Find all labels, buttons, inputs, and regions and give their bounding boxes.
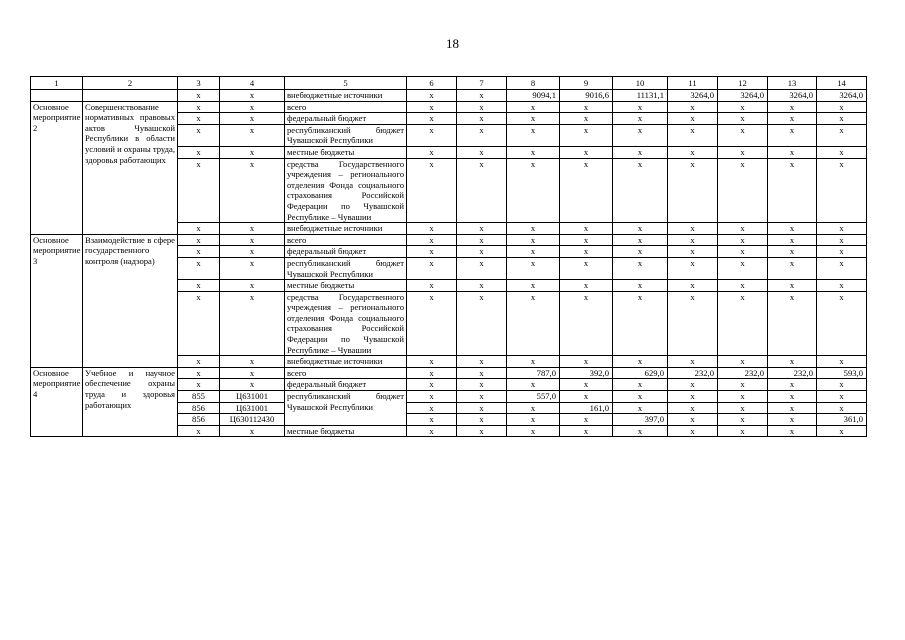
table-cell — [31, 90, 83, 102]
table-cell: Ц631001 — [220, 391, 285, 403]
table-cell: x — [613, 158, 668, 223]
table-cell: x — [718, 425, 768, 437]
table-cell: x — [457, 124, 507, 146]
table-cell: x — [407, 391, 457, 403]
table-cell: x — [560, 291, 613, 356]
table-row — [31, 101, 867, 113]
table-cell: x — [407, 158, 457, 223]
table-cell: республиканский бюджет Чувашской Республики — [285, 257, 407, 279]
table-cell: x — [668, 223, 718, 235]
table-cell: 392,0 — [560, 367, 613, 379]
table-cell: x — [507, 158, 560, 223]
table-cell: x — [668, 146, 718, 158]
table-cell: внебюджетные источники — [285, 356, 407, 368]
budget-table — [30, 76, 867, 437]
column-header: 5 — [285, 77, 407, 90]
table-cell: x — [613, 379, 668, 391]
table-cell: Основное мероприятие 4 — [31, 367, 83, 437]
table-cell: x — [817, 257, 867, 279]
table-cell: Ц631001 — [220, 402, 285, 414]
table-cell: x — [457, 246, 507, 258]
table-cell: x — [407, 402, 457, 414]
table-cell: x — [668, 291, 718, 356]
table-cell: x — [768, 291, 817, 356]
table-cell: x — [560, 234, 613, 246]
table-cell: федеральный бюджет — [285, 379, 407, 391]
table-cell: Совершенствование нормативных правовых актов Чувашской Республики в области условий и охраны труда, здоровья работающих — [83, 101, 178, 234]
table-cell: x — [407, 356, 457, 368]
table-cell: x — [220, 223, 285, 235]
table-cell: x — [220, 113, 285, 125]
table-cell: x — [220, 124, 285, 146]
table-cell: x — [718, 257, 768, 279]
table-cell: 3264,0 — [668, 90, 718, 102]
table-cell: x — [457, 257, 507, 279]
table-cell: x — [178, 223, 220, 235]
table-cell: x — [817, 379, 867, 391]
table-cell: x — [407, 257, 457, 279]
table-cell: x — [407, 425, 457, 437]
table-cell: x — [817, 402, 867, 414]
table-cell: x — [407, 367, 457, 379]
table-cell: x — [668, 101, 718, 113]
table-cell: x — [613, 257, 668, 279]
table-cell: x — [613, 402, 668, 414]
table-cell: x — [718, 146, 768, 158]
table-cell: x — [768, 356, 817, 368]
table-cell: Основное мероприятие 2 — [31, 101, 83, 234]
table-cell: x — [817, 234, 867, 246]
table-cell: 232,0 — [718, 367, 768, 379]
table-cell: 9016,6 — [560, 90, 613, 102]
table-cell: x — [718, 280, 768, 292]
table-cell: x — [668, 356, 718, 368]
column-header: 9 — [560, 77, 613, 90]
table-cell: 9094,1 — [507, 90, 560, 102]
table-cell: x — [718, 113, 768, 125]
table-cell: x — [178, 246, 220, 258]
table-cell: x — [718, 158, 768, 223]
column-header: 8 — [507, 77, 560, 90]
table-cell: x — [220, 425, 285, 437]
table-cell: местные бюджеты — [285, 425, 407, 437]
table-cell: x — [668, 246, 718, 258]
table-cell: x — [457, 101, 507, 113]
column-header: 4 — [220, 77, 285, 90]
table-cell: x — [613, 101, 668, 113]
table-cell: x — [178, 425, 220, 437]
table-cell: x — [613, 425, 668, 437]
table-cell: 856 — [178, 402, 220, 414]
table-cell: x — [768, 158, 817, 223]
column-header: 10 — [613, 77, 668, 90]
table-cell: x — [718, 246, 768, 258]
table-cell: x — [178, 234, 220, 246]
table-cell: x — [220, 356, 285, 368]
table-cell: 593,0 — [817, 367, 867, 379]
table-cell: x — [768, 425, 817, 437]
table-cell: 3264,0 — [718, 90, 768, 102]
table-cell: x — [560, 414, 613, 426]
column-header: 14 — [817, 77, 867, 90]
table-cell: x — [457, 356, 507, 368]
table-cell: x — [768, 414, 817, 426]
table-cell: x — [668, 113, 718, 125]
table-cell: 3264,0 — [817, 90, 867, 102]
table-cell: x — [407, 223, 457, 235]
page-number: 18 — [446, 36, 459, 51]
table-cell: x — [457, 425, 507, 437]
table-cell: x — [560, 101, 613, 113]
table-cell: x — [178, 257, 220, 279]
table-cell: x — [220, 257, 285, 279]
table-cell: x — [817, 146, 867, 158]
table-cell: внебюджетные источники — [285, 90, 407, 102]
table-cell: x — [560, 124, 613, 146]
table-cell: x — [613, 234, 668, 246]
table-cell: x — [457, 113, 507, 125]
table-cell: x — [178, 90, 220, 102]
table-cell: x — [718, 379, 768, 391]
table-cell: x — [457, 402, 507, 414]
table-cell: 557,0 — [507, 391, 560, 403]
table-cell: x — [220, 367, 285, 379]
table-cell: x — [507, 246, 560, 258]
table-cell: x — [220, 101, 285, 113]
table-cell: x — [178, 356, 220, 368]
table-cell: x — [407, 246, 457, 258]
table-cell: x — [718, 402, 768, 414]
table-cell: x — [718, 101, 768, 113]
table-cell: Учебное и научное обеспечение охраны труда и здоровья работающих — [83, 367, 178, 437]
table-cell: x — [668, 402, 718, 414]
table-cell: 232,0 — [668, 367, 718, 379]
table-cell: Ц630112430 — [220, 414, 285, 426]
table-cell: x — [613, 356, 668, 368]
column-header: 11 — [668, 77, 718, 90]
table-cell: x — [668, 425, 718, 437]
table-cell: x — [768, 391, 817, 403]
table-cell: x — [560, 280, 613, 292]
table-cell: x — [407, 414, 457, 426]
table-cell: x — [407, 101, 457, 113]
table-cell: x — [220, 146, 285, 158]
table-cell: 161,0 — [560, 402, 613, 414]
table-cell: x — [817, 124, 867, 146]
table-cell: x — [507, 101, 560, 113]
table-cell: x — [613, 291, 668, 356]
table-cell: x — [613, 280, 668, 292]
table-cell: Основное мероприятие 3 — [31, 234, 83, 367]
table-cell: x — [560, 391, 613, 403]
column-header: 12 — [718, 77, 768, 90]
table-cell: x — [457, 90, 507, 102]
table-cell: x — [507, 124, 560, 146]
table-cell: x — [718, 356, 768, 368]
table-cell: x — [220, 234, 285, 246]
table-cell: x — [560, 223, 613, 235]
table-cell: x — [668, 414, 718, 426]
table-cell: x — [507, 146, 560, 158]
table-cell: x — [507, 291, 560, 356]
table-cell: x — [407, 113, 457, 125]
table-cell: 232,0 — [768, 367, 817, 379]
table-cell: местные бюджеты — [285, 280, 407, 292]
table-cell: x — [220, 280, 285, 292]
table-cell: x — [507, 356, 560, 368]
table-cell: x — [220, 246, 285, 258]
table-cell: всего — [285, 367, 407, 379]
table-cell: x — [507, 257, 560, 279]
table-cell: x — [768, 379, 817, 391]
table-cell: x — [817, 356, 867, 368]
table-cell: x — [768, 101, 817, 113]
column-header: 7 — [457, 77, 507, 90]
table-cell: x — [507, 113, 560, 125]
table-cell: x — [178, 113, 220, 125]
table-cell: 629,0 — [613, 367, 668, 379]
table-cell: республиканский бюджет Чувашской Республики — [285, 391, 407, 426]
table-cell: x — [220, 158, 285, 223]
table-cell: x — [560, 356, 613, 368]
table-cell: x — [507, 425, 560, 437]
column-header: 13 — [768, 77, 817, 90]
table-cell: местные бюджеты — [285, 146, 407, 158]
table-cell: x — [718, 234, 768, 246]
table-cell: x — [768, 402, 817, 414]
table-cell: x — [178, 280, 220, 292]
table-cell: 361,0 — [817, 414, 867, 426]
column-number-row — [31, 77, 867, 90]
table-cell: 11131,1 — [613, 90, 668, 102]
table-cell: x — [768, 246, 817, 258]
table-cell: x — [457, 367, 507, 379]
table-cell: x — [178, 146, 220, 158]
table-cell: x — [817, 101, 867, 113]
table-cell: x — [457, 291, 507, 356]
table-cell: x — [613, 391, 668, 403]
table-cell: x — [718, 124, 768, 146]
column-header: 2 — [83, 77, 178, 90]
table-cell: x — [457, 146, 507, 158]
table-cell: x — [178, 379, 220, 391]
table-cell: x — [407, 146, 457, 158]
table-cell: 397,0 — [613, 414, 668, 426]
table-cell: x — [668, 280, 718, 292]
table-cell: x — [768, 113, 817, 125]
table-cell: x — [457, 223, 507, 235]
table-cell: x — [817, 425, 867, 437]
table-cell: всего — [285, 101, 407, 113]
table-cell: x — [613, 124, 668, 146]
table-cell: x — [817, 391, 867, 403]
table-cell: x — [407, 291, 457, 356]
table-cell: x — [178, 124, 220, 146]
table-cell: x — [718, 414, 768, 426]
table-cell: x — [768, 234, 817, 246]
table-cell: x — [560, 113, 613, 125]
table-cell: 856 — [178, 414, 220, 426]
column-header: 3 — [178, 77, 220, 90]
table-cell: x — [718, 391, 768, 403]
table-cell: x — [768, 257, 817, 279]
table-cell: x — [668, 391, 718, 403]
table-cell: x — [668, 158, 718, 223]
table-cell: x — [457, 414, 507, 426]
table-cell: x — [668, 379, 718, 391]
table-cell: республиканский бюджет Чувашской Республики — [285, 124, 407, 146]
table-cell: x — [220, 291, 285, 356]
table-cell: x — [613, 146, 668, 158]
table-cell: x — [407, 124, 457, 146]
table-cell: x — [668, 124, 718, 146]
table-cell: x — [817, 113, 867, 125]
table-cell: всего — [285, 234, 407, 246]
table-cell: x — [457, 379, 507, 391]
table-cell: x — [560, 146, 613, 158]
table-cell: x — [178, 158, 220, 223]
table-cell: x — [507, 379, 560, 391]
table-cell: x — [407, 234, 457, 246]
table-cell: x — [817, 158, 867, 223]
table-cell: x — [407, 280, 457, 292]
table-cell: Взаимодействие в сфере государственного контроля (надзора) — [83, 234, 178, 367]
table-cell: x — [507, 234, 560, 246]
table-cell: x — [718, 223, 768, 235]
table-row — [31, 234, 867, 246]
table-row — [31, 367, 867, 379]
table-cell: x — [768, 280, 817, 292]
table-cell: x — [507, 414, 560, 426]
table-cell: x — [457, 234, 507, 246]
table-cell: средства Государственного учреждения – регионального отделения Фонда социального страхования Российской Федерации по Чувашской Республике – Чувашии — [285, 158, 407, 223]
table-cell: x — [507, 280, 560, 292]
table-cell: x — [768, 223, 817, 235]
table-cell: x — [507, 402, 560, 414]
table-cell: x — [613, 223, 668, 235]
table-cell: x — [768, 124, 817, 146]
table-cell: x — [407, 379, 457, 391]
table-cell: 855 — [178, 391, 220, 403]
table-cell: 787,0 — [507, 367, 560, 379]
table-cell: федеральный бюджет — [285, 113, 407, 125]
table-cell: x — [178, 101, 220, 113]
table-cell: x — [817, 280, 867, 292]
table-cell: x — [178, 291, 220, 356]
table-cell: x — [817, 223, 867, 235]
table-cell: x — [220, 90, 285, 102]
table-cell: x — [668, 257, 718, 279]
table-cell: x — [457, 280, 507, 292]
table-cell: x — [220, 379, 285, 391]
table-cell: 3264,0 — [768, 90, 817, 102]
table-cell: x — [457, 391, 507, 403]
table-cell: x — [457, 158, 507, 223]
table-cell — [83, 90, 178, 102]
table-cell: x — [560, 379, 613, 391]
table-cell: x — [668, 234, 718, 246]
table-cell: федеральный бюджет — [285, 246, 407, 258]
table-cell: x — [817, 246, 867, 258]
table-cell: x — [718, 291, 768, 356]
table-cell: средства Государственного учреждения – регионального отделения Фонда социального страхования Российской Федерации по Чувашской Республике – Чувашии — [285, 291, 407, 356]
column-header: 1 — [31, 77, 83, 90]
table-cell: x — [560, 257, 613, 279]
column-header: 6 — [407, 77, 457, 90]
table-cell: x — [613, 246, 668, 258]
table-cell: x — [560, 158, 613, 223]
table-cell: x — [613, 113, 668, 125]
table-cell: x — [407, 90, 457, 102]
table-cell: x — [178, 367, 220, 379]
table-cell: x — [817, 291, 867, 356]
table-cell: x — [507, 223, 560, 235]
table-row — [31, 90, 867, 102]
table-cell: x — [768, 146, 817, 158]
table-cell: x — [560, 246, 613, 258]
table-cell: x — [560, 425, 613, 437]
table-cell: внебюджетные источники — [285, 223, 407, 235]
